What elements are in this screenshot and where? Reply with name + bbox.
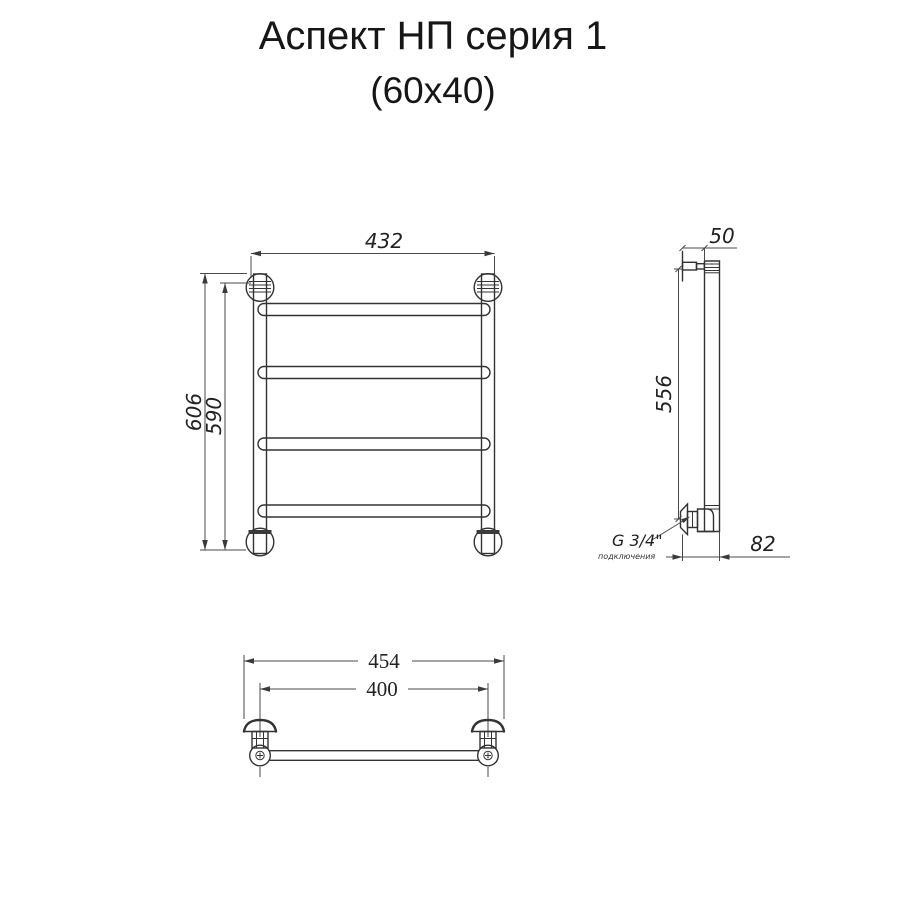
dim-432-label: 432 xyxy=(364,229,404,253)
side-dim-wall-offset xyxy=(666,532,790,562)
dim-590-label: 590 xyxy=(202,396,226,436)
top-dim-width-inner xyxy=(260,677,488,737)
side-dim-depth-top xyxy=(680,224,738,261)
side-top-bracket xyxy=(683,262,705,270)
front-view xyxy=(182,229,502,556)
side-view xyxy=(598,224,790,561)
front-rungs xyxy=(258,304,490,518)
top-view xyxy=(244,649,504,777)
page-subtitle: (60х40) xyxy=(370,70,496,111)
thread-callout xyxy=(598,517,690,562)
thread-size-label: G 3/4" xyxy=(612,531,663,550)
thread-note-label: подключения xyxy=(598,552,656,561)
front-dim-width xyxy=(251,229,495,277)
page-title: Аспект НП серия 1 xyxy=(258,14,608,58)
side-dim-height xyxy=(652,266,683,522)
front-dim-height-inner xyxy=(202,283,251,550)
dim-606-label: 606 xyxy=(182,392,206,432)
dim-50-label: 50 xyxy=(709,224,735,248)
top-rail-tube xyxy=(270,751,478,761)
dim-400-label: 400 xyxy=(366,677,398,701)
side-tube xyxy=(698,261,720,532)
dim-454-label: 454 xyxy=(368,649,400,673)
dim-82-label: 82 xyxy=(750,532,776,556)
dim-556-label: 556 xyxy=(652,374,676,414)
